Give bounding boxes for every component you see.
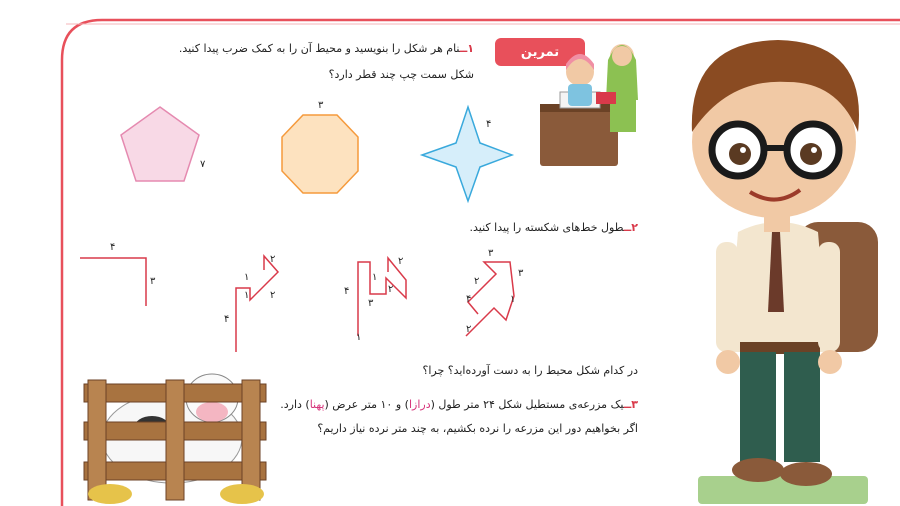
broken-line-4 — [466, 248, 524, 336]
star-shape — [422, 107, 512, 201]
line-1-label-b: ۳ — [150, 276, 156, 287]
line-3-label-f: ۱ — [356, 332, 362, 343]
line-2-label-a: ۲ — [270, 254, 276, 265]
question-3-part-3: ) دارد. — [280, 398, 310, 411]
question-3-word-length: درازا — [408, 398, 431, 411]
question-3-part-2: ) و ۱۰ متر عرض ( — [324, 398, 409, 411]
question-3-line-2: اگر بخواهیم دور این مزرعه را نرده بکشیم، به چند متر نرده نیاز داریم؟ — [317, 422, 638, 435]
line-4-label-f: ۲ — [466, 324, 472, 335]
line-3-label-e: ۴ — [344, 286, 350, 297]
broken-line-1 — [80, 242, 156, 306]
pentagon-side-label: ۷ — [200, 159, 206, 170]
question-3-part-1: یک مزرعه‌ی مستطیل شکل ۲۴ متر طول ( — [430, 398, 624, 411]
line-3-label-b: ۱ — [372, 272, 378, 283]
boy-character-illustration — [668, 22, 900, 506]
question-1 — [179, 42, 474, 55]
line-4-label-e: ۴ — [466, 294, 472, 305]
line-2-label-d: ۲ — [270, 290, 276, 301]
line-4-label-d: ۱ — [510, 294, 516, 305]
octagon-shape — [282, 115, 358, 193]
broken-line-3 — [344, 256, 406, 343]
pentagon-shape — [121, 107, 199, 181]
line-1-label-a: ۴ — [110, 242, 116, 253]
question-1-text: نام هر شکل را بنویسید و محیط آن را به کمک ضرب پیدا کنید. — [178, 42, 460, 55]
broken-line-2 — [224, 254, 278, 352]
line-2-label-b: ۱ — [244, 272, 250, 283]
question-3-number: ۳ــ — [623, 398, 638, 411]
line-4-label-c: ۲ — [474, 276, 480, 287]
question-2-number: ۲ــ — [623, 221, 638, 234]
question-3 — [280, 398, 638, 411]
line-3-label-d: ۳ — [368, 298, 374, 309]
question-2 — [470, 221, 638, 234]
line-4-label-b: ۳ — [518, 268, 524, 279]
line-4-label-a: ۳ — [488, 248, 494, 259]
question-1-sub: شکل سمت چپ چند قطر دارد؟ — [328, 68, 474, 81]
octagon-side-label: ۳ — [318, 100, 324, 111]
question-1-number: ۱ــ — [459, 42, 474, 55]
shapes-row — [100, 95, 530, 210]
line-3-label-c: ۲ — [388, 284, 394, 295]
line-3-label-a: ۲ — [398, 256, 404, 267]
teacher-student-illustration — [538, 30, 648, 170]
cow-fence-illustration — [82, 358, 272, 506]
line-2-label-e: ۴ — [224, 314, 230, 325]
line-2-label-c: ۱ — [244, 290, 250, 301]
question-3-word-width: پهنا — [309, 398, 325, 411]
star-side-label: ۴ — [486, 119, 492, 130]
perimeter-question: در کدام شکل محیط را به دست آورده‌اید؟ چرا؟ — [422, 364, 638, 377]
broken-lines-row — [70, 240, 540, 355]
exercise-badge: تمرین — [495, 38, 585, 66]
question-2-text: طول خط‌های شکسته را پیدا کنید. — [469, 221, 624, 234]
